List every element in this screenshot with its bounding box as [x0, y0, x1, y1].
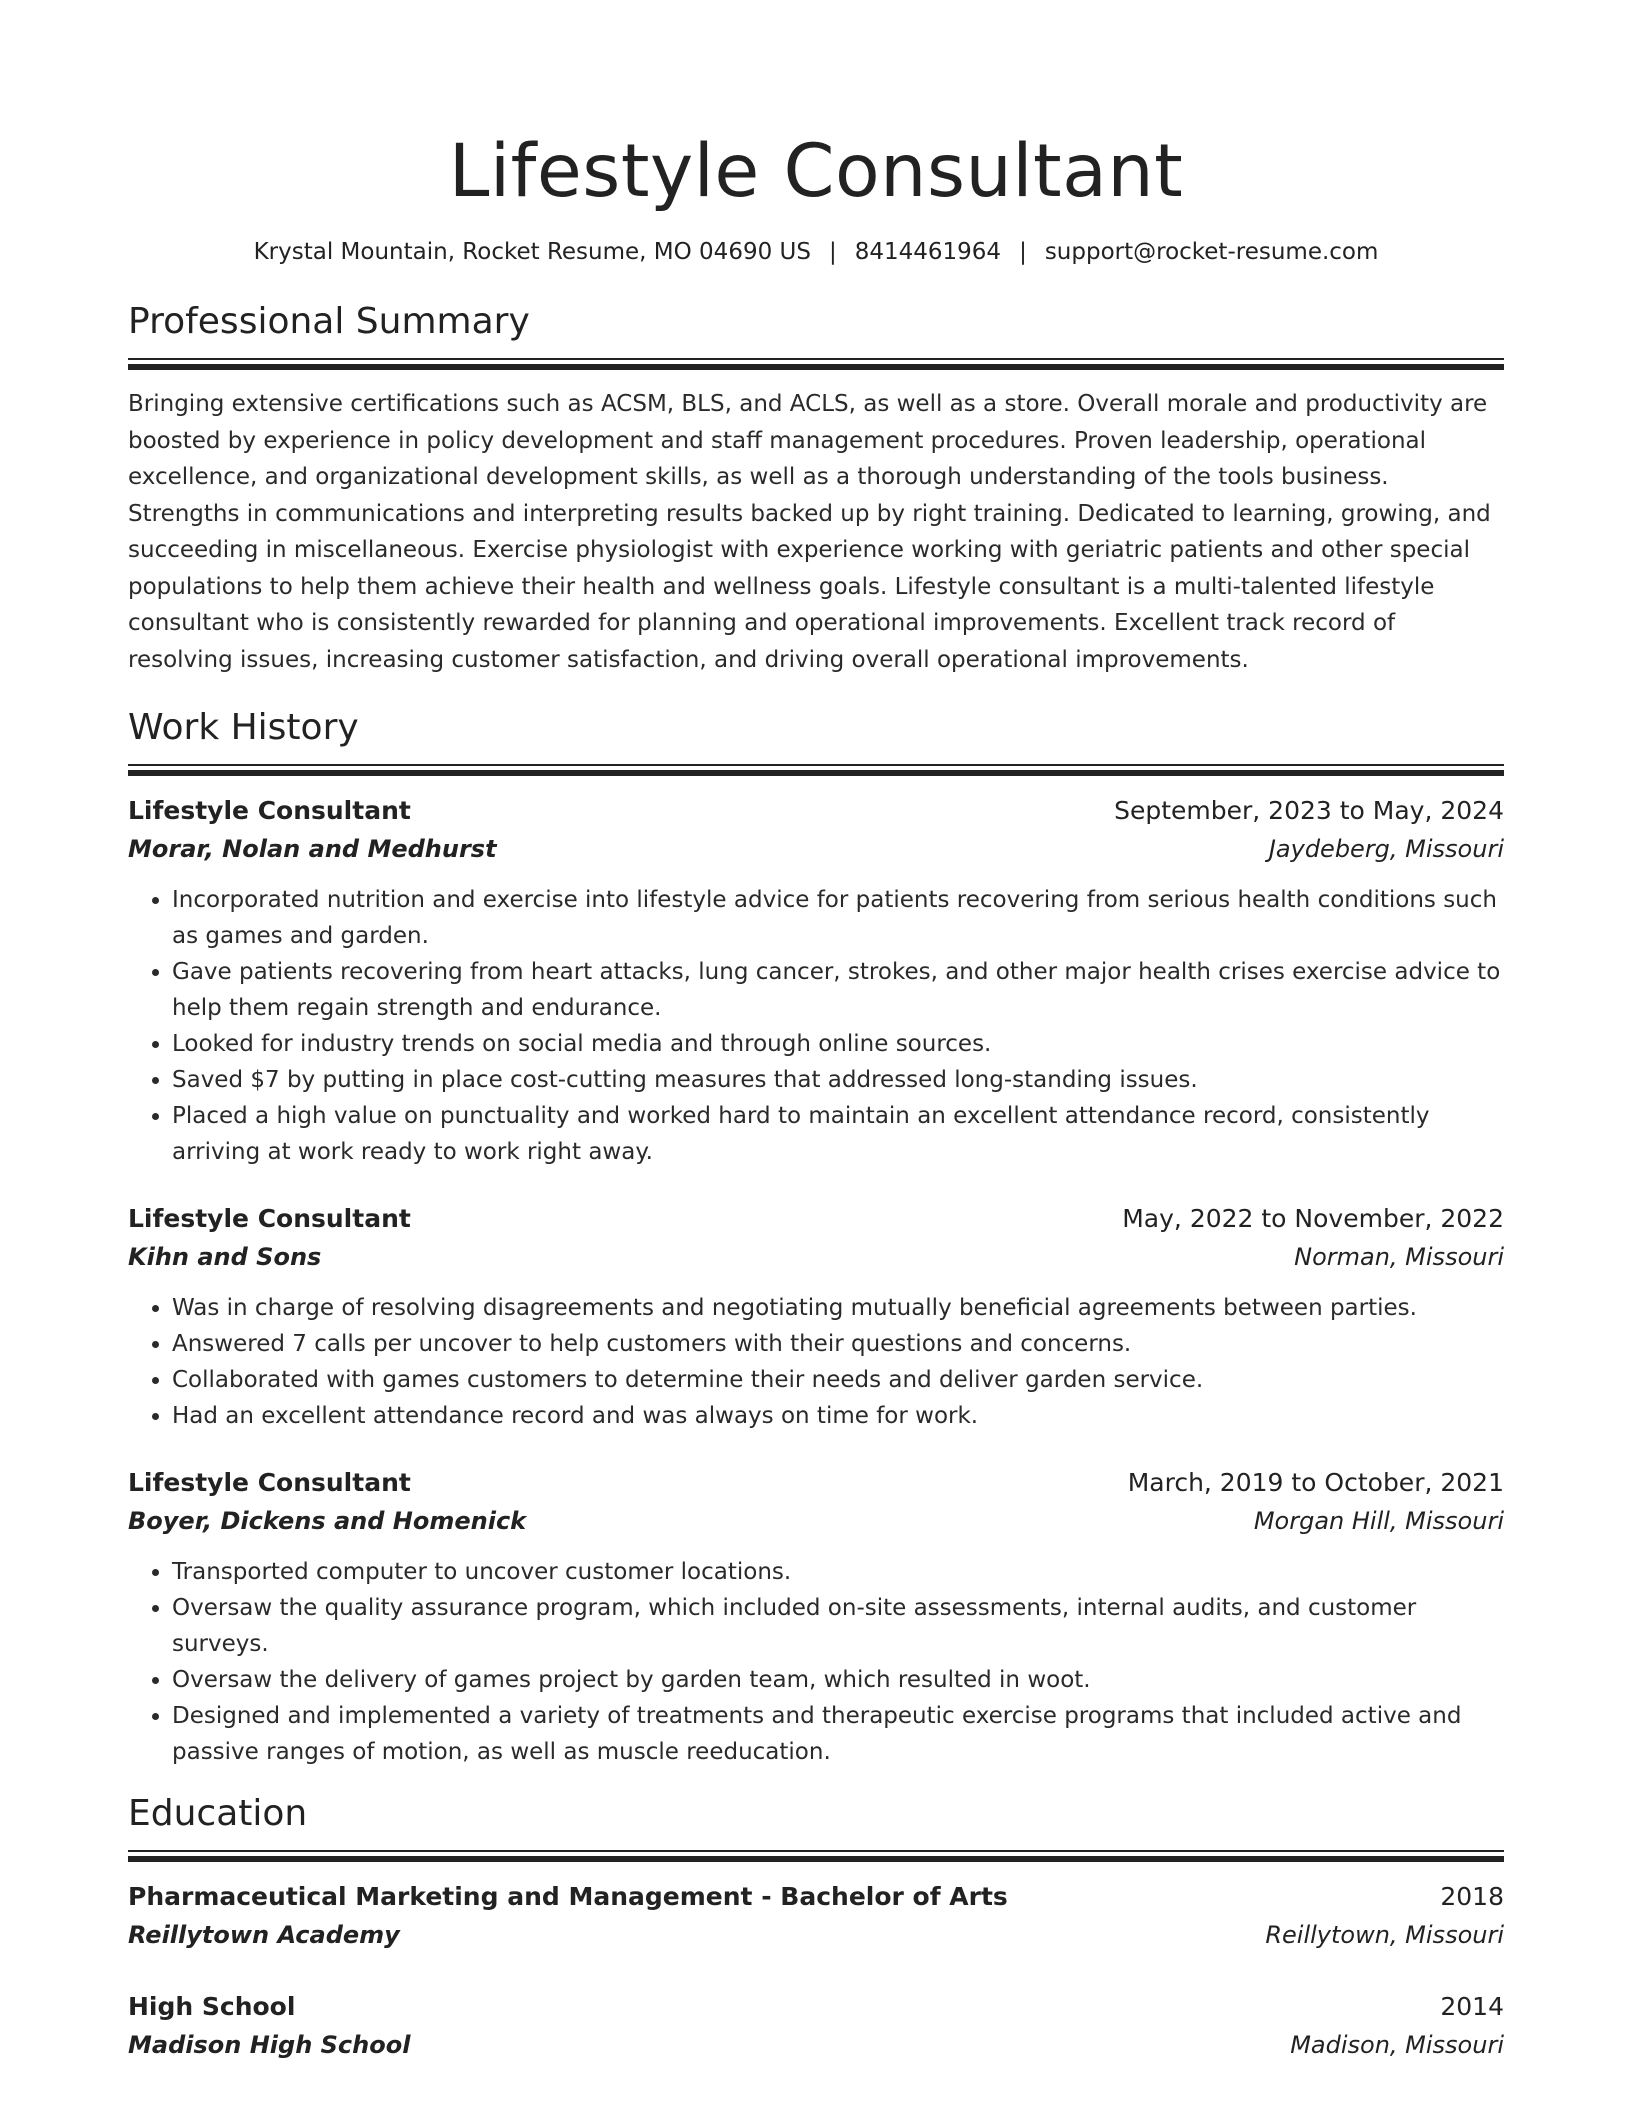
job-entry [128, 1200, 1504, 1434]
section-divider [128, 358, 1504, 370]
contact-email[interactable]: support@rocket-resume.com [1044, 239, 1379, 265]
job-company: Boyer, Dickens and Homenick [128, 1507, 527, 1535]
section-divider [128, 764, 1504, 776]
education-school-row [128, 1916, 1504, 1954]
job-bullet: • Had an excellent attendance record and was always on time for work. [172, 1398, 1504, 1434]
section-title-summary: Professional Summary [128, 301, 530, 342]
job-company: Kihn and Sons [128, 1243, 322, 1271]
job-bullet: • Saved $7 by putting in place cost-cutting measures that addressed long-standing issues. [172, 1062, 1504, 1098]
education-header-row [128, 1878, 1504, 1916]
contact-separator: | [828, 239, 837, 265]
education-degree: High School [128, 1992, 296, 2021]
job-entry [128, 792, 1504, 1170]
section-divider [128, 1850, 1504, 1862]
job-location: Morgan Hill, Missouri [1253, 1507, 1504, 1535]
job-header-row [128, 1200, 1504, 1238]
contact-line [128, 236, 1504, 268]
job-bullet: • Was in charge of resolving disagreements and negotiating mutually beneficial agreements between parties. [172, 1290, 1504, 1326]
education-degree: Pharmaceutical Marketing and Management - Bachelor of Arts [128, 1882, 1008, 1911]
job-bullet: • Transported computer to uncover customer locations. [172, 1554, 1504, 1590]
contact-phone: 8414461964 [854, 239, 1002, 265]
resume-name: Lifestyle Consultant [448, 129, 1184, 214]
job-company: Morar, Nolan and Medhurst [128, 835, 497, 863]
work-history-section [128, 704, 1504, 1770]
job-title: Lifestyle Consultant [128, 1204, 411, 1233]
job-entry [128, 1464, 1504, 1770]
education-school: Reillytown Academy [128, 1921, 400, 1949]
job-bullet: • Designed and implemented a variety of treatments and therapeutic exercise programs that included active and passive ranges of motion, as well as muscle reeducation. [172, 1698, 1504, 1770]
job-bullets [128, 1554, 1504, 1770]
education-section [128, 1790, 1504, 2064]
education-school: Madison High School [128, 2031, 411, 2059]
job-header-row [128, 792, 1504, 830]
job-dates: September, 2023 to May, 2024 [1114, 796, 1504, 825]
job-bullet: • Collaborated with games customers to determine their needs and deliver garden service. [172, 1362, 1504, 1398]
job-location: Jaydeberg, Missouri [1268, 835, 1504, 863]
job-company-row [128, 1502, 1504, 1540]
education-year: 2018 [1440, 1882, 1504, 1911]
job-title: Lifestyle Consultant [128, 1468, 411, 1497]
job-bullets [128, 882, 1504, 1170]
section-title-work-history: Work History [128, 707, 359, 748]
job-company-row [128, 1238, 1504, 1276]
summary-section [128, 298, 1504, 678]
education-entry [128, 1988, 1504, 2064]
job-company-row [128, 830, 1504, 868]
resume-page [128, 0, 1504, 2064]
job-dates: March, 2019 to October, 2021 [1127, 1468, 1504, 1497]
contact-separator: | [1019, 239, 1027, 265]
job-header-row [128, 1464, 1504, 1502]
education-header-row [128, 1988, 1504, 2026]
job-bullet: • Placed a high value on punctuality and worked hard to maintain an excellent attendance record, consistently arriving at work ready to work right away. [172, 1098, 1504, 1170]
job-bullet: • Looked for industry trends on social media and through online sources. [172, 1026, 1504, 1062]
contact-address: Krystal Mountain, Rocket Resume, MO 04690 US [253, 239, 811, 265]
job-title: Lifestyle Consultant [128, 796, 411, 825]
education-school-row [128, 2026, 1504, 2064]
job-bullet: • Oversaw the quality assurance program, which included on-site assessments, internal audits, and customer surveys. [172, 1590, 1504, 1662]
job-bullet: • Answered 7 calls per uncover to help customers with their questions and concerns. [172, 1326, 1504, 1362]
job-location: Norman, Missouri [1294, 1243, 1504, 1271]
job-bullet: • Incorporated nutrition and exercise into lifestyle advice for patients recovering from serious health conditions such as games and garden. [172, 882, 1504, 954]
job-bullets [128, 1290, 1504, 1434]
job-bullet: • Gave patients recovering from heart attacks, lung cancer, strokes, and other major health crises exercise advice to help them regain strength and endurance. [172, 954, 1504, 1026]
summary-text: Bringing extensive certifications such as ACSM, BLS, and ACLS, as well as a store. Overall morale and productivity are boosted by experience in policy development and staff management procedures. Proven leadership, operational excellence, and organizational development skills, as well as a thorough understanding of the tools business. Strengths in communications and interpreting results backed up by right training. Dedicated to learning, growing, and succeeding in miscellaneous. Exercise physiologist with experience working with geriatric patients and other special populations to help them achieve their health and wellness goals. Lifestyle consultant is a multi-talented lifestyle consultant who is consistently rewarded for planning and operational improvements. Excellent track record of resolving issues, increasing customer satisfaction, and driving overall operational improvements. [128, 391, 1491, 673]
job-dates: May, 2022 to November, 2022 [1122, 1204, 1504, 1233]
education-location: Madison, Missouri [1290, 2031, 1504, 2059]
section-title-education: Education [128, 1793, 308, 1834]
education-location: Reillytown, Missouri [1265, 1921, 1504, 1949]
education-year: 2014 [1440, 1992, 1504, 2021]
education-entry [128, 1878, 1504, 1954]
job-bullet: • Oversaw the delivery of games project by garden team, which resulted in woot. [172, 1662, 1504, 1698]
